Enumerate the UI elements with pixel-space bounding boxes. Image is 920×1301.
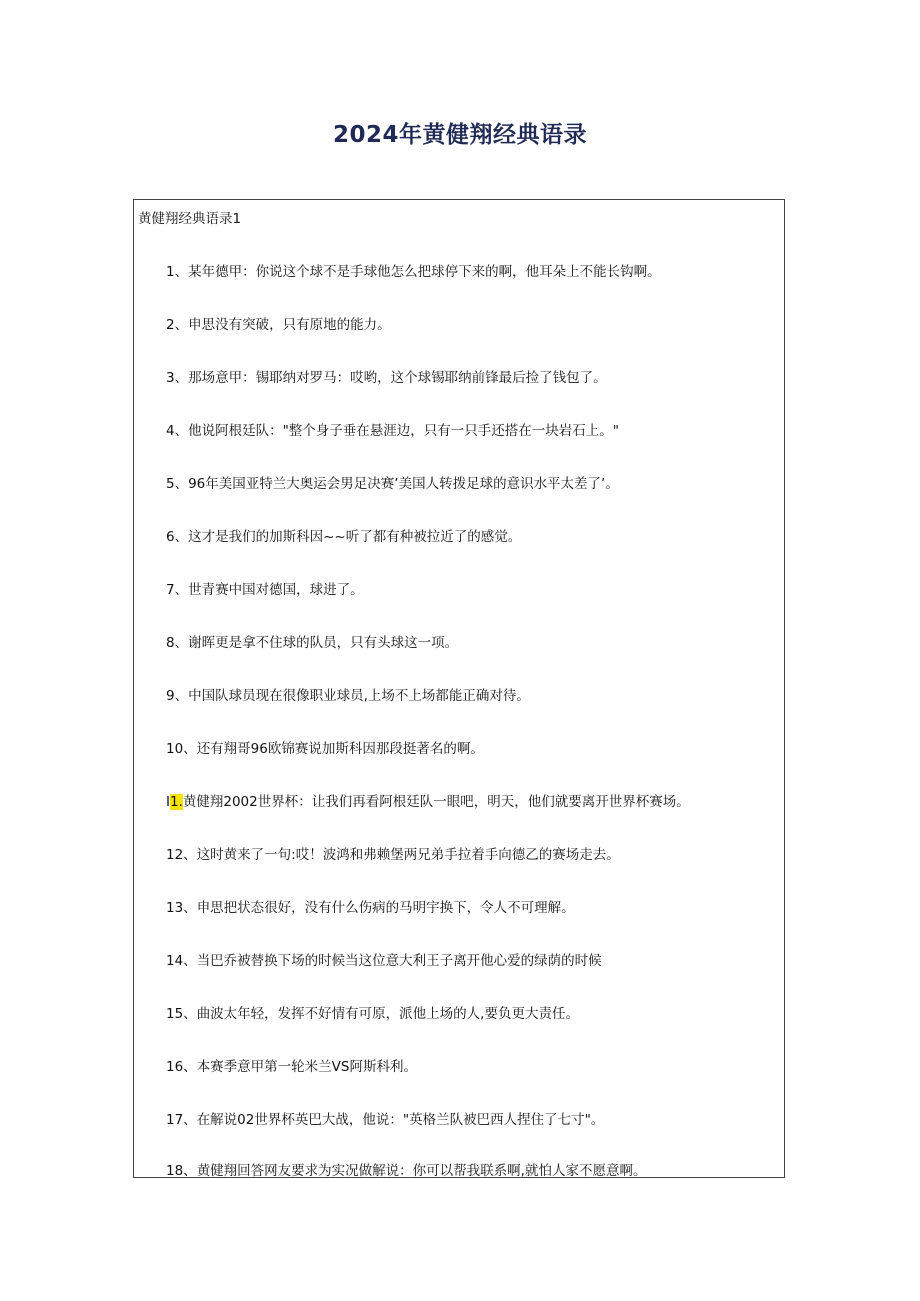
quote-number: 7、 [166, 582, 189, 598]
content-box [133, 199, 785, 1178]
quote-item [166, 260, 661, 280]
quote-item [166, 1055, 417, 1075]
section-heading: 黄健翔经典语录1 [138, 211, 242, 227]
quote-number: 16、 [166, 1059, 197, 1075]
quote-text: 本赛季意甲第一轮米兰VS阿斯科利。 [196, 1059, 417, 1075]
quote-text: 96年美国亚特兰大奥运会男足决赛’美国人转拨足球的意识水平太差了’。 [188, 476, 619, 492]
quote-number-prefix: I [166, 794, 170, 810]
quote-number: 1、 [166, 264, 189, 280]
quote-number: 6、 [166, 529, 189, 545]
quote-item [166, 578, 364, 598]
quote-number: 3、 [166, 370, 189, 386]
quote-number: 8、 [166, 635, 189, 651]
quote-item [166, 366, 607, 386]
quote-item [166, 631, 458, 651]
quote-number-highlight [170, 794, 183, 810]
quote-text: 某年德甲：你说这个球不是手球他怎么把球停下来的啊，他耳朵上不能长钩啊。 [188, 264, 661, 280]
quote-number: 14、 [166, 953, 197, 969]
quote-number: 9、 [166, 688, 189, 704]
quote-item [166, 1002, 579, 1022]
quote-text: 申思把状态很好，没有什么伤病的马明宇换下，令人不可理解。 [196, 900, 575, 916]
quote-item [166, 843, 620, 863]
quote-item [166, 949, 602, 969]
highlighted-number: 1. [169, 794, 183, 810]
quote-text: 黄健翔回答网友要求为实况做解说：你可以帮我联系啊,就怕人家不愿意啊。 [196, 1163, 647, 1179]
quote-number: 13、 [166, 900, 197, 916]
quote-text: 谢晖更是拿不住球的队员，只有头球这一项。 [188, 635, 459, 651]
quote-item [166, 313, 391, 333]
quote-item [166, 1108, 604, 1128]
quote-text: 中国队球员现在很像职业球员,上场不上场都能正确对待。 [188, 688, 530, 704]
quote-text: 曲波太年轻，发挥不好情有可原，派他上场的人,要负更大责任。 [196, 1006, 579, 1022]
quote-text: 这才是我们的加斯科因~~听了都有种被拉近了的感觉。 [188, 529, 522, 545]
quote-item [166, 790, 690, 810]
quote-item [166, 896, 575, 916]
quote-text: 还有翔哥96欧锦赛说加斯科因那段挺著名的啊。 [196, 741, 484, 757]
quote-item [166, 684, 530, 704]
quote-item [166, 737, 484, 757]
quote-number: 15、 [166, 1006, 197, 1022]
document-title: 2024年黄健翔经典语录 [332, 122, 587, 148]
quote-number: 4、 [166, 423, 189, 439]
quote-text: 那场意甲：锡耶纳对罗马：哎哟，这个球锡耶纳前锋最后捡了钱包了。 [188, 370, 607, 386]
quote-number: 17、 [166, 1112, 197, 1128]
quote-number: 10、 [166, 741, 197, 757]
quote-item [166, 1159, 646, 1179]
quote-item [166, 419, 619, 439]
quote-text: 黄健翔2002世界杯：让我们再看阿根廷队一眼吧，明天，他们就要离开世界杯赛场。 [182, 794, 690, 810]
quote-text: 在解说02世界杯英巴大战，他说："英格兰队被巴西人捏住了七寸"。 [196, 1112, 605, 1128]
quote-text: 他说阿根廷队："整个身子垂在悬涯边，只有一只手还搭在一块岩石上。" [188, 423, 620, 439]
quote-number: 18、 [166, 1163, 197, 1179]
quote-text: 申思没有突破，只有原地的能力。 [188, 317, 391, 333]
quote-number: 12、 [166, 847, 197, 863]
quote-number: 5、 [166, 476, 189, 492]
quote-item [166, 525, 521, 545]
quote-text: 这时黄来了一句:哎！波鸿和弗赖堡两兄弟手拉着手向德乙的赛场走去。 [196, 847, 620, 863]
quote-text: 世青赛中国对德国，球进了。 [188, 582, 364, 598]
quote-text: 当巴乔被替换下场的时候当这位意大利王子离开他心爱的绿荫的时候 [196, 953, 602, 969]
quote-item [166, 472, 619, 492]
quote-number: 2、 [166, 317, 189, 333]
